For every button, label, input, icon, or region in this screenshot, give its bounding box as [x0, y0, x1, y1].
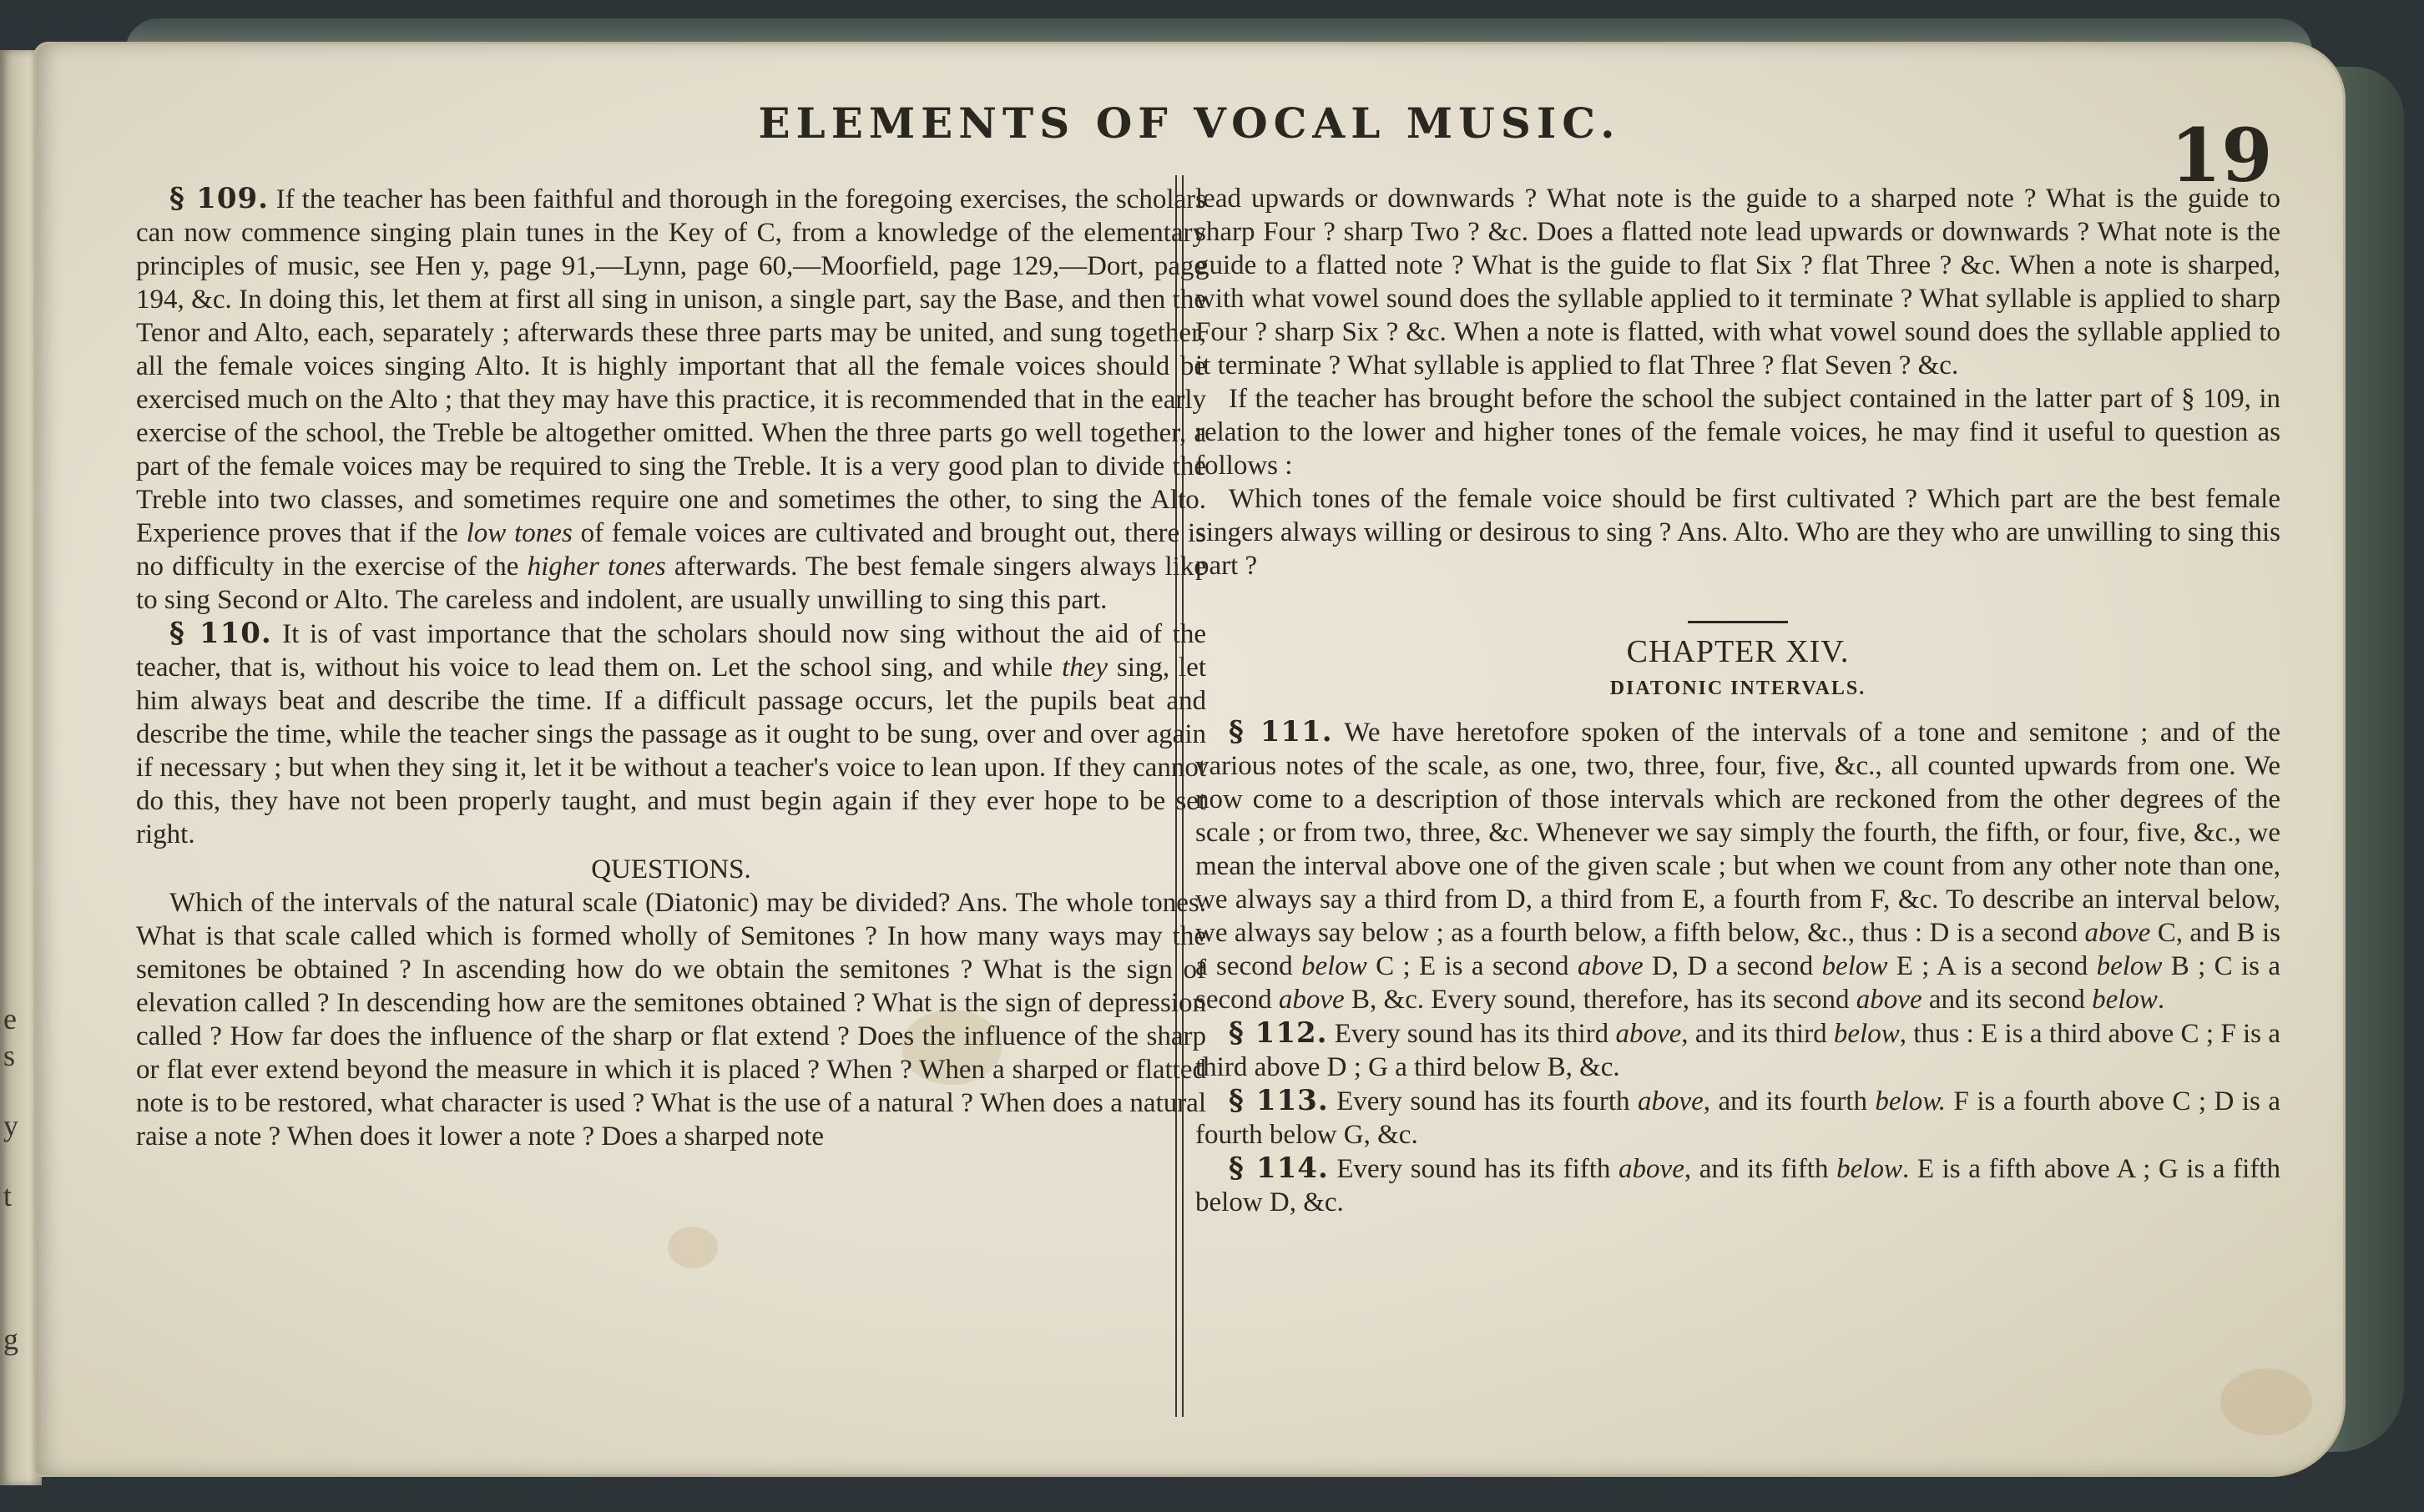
questions-continued: lead upwards or downwards ? What note is the guide to a sharped note ? What is the guide to sharp Four ? sharp Two ? &c. Does a flatted note lead upwards or downwards ? What note is the guide to a flatted note ? What is the guide to flat Six ? flat Three ? &c. When a note is sharped, with what vowel sound does the syllable applied to it terminate ? What syllable is applied to sharp Four ? sharp Six ? &c. When a note is flatted, with what vowel sound does the syllable applied to it terminate ? What syllable is applied to flat Three ? flat Seven ? &c. — [1195, 184, 2280, 381]
section-number: § 112. — [1229, 1016, 1328, 1050]
page-number: 19 — [2170, 112, 2273, 199]
chapter-title: CHAPTER XIV. — [1626, 634, 1850, 669]
paragraph-109: § 109. If the teacher has been faithful and thorough in the foregoing exercises, the scholars can now commence singing plain tunes in the Key of C, from a knowledge of the elementary principles of music, see Hen y, page 91,—Lynn, page 60,—Moorfield, page 129,—Dort, page 194, &c. In doing this, let them at first all sing in unison, a single part, say the Base, and then the Tenor and Alto, each, separately ; afterwards these three parts may be united, and sung together, all the female voices singing Alto. It is highly important that all the female voices should be exercised much on the Alto ; that they may have this practice, it is recommended that in the early exercise of the school, the Treble be altogether omitted. When the three parts go well together, a part of the female voices may be required to sing the Treble. It is a very good plan to divide the Treble into two classes, and sometimes require one and sometimes the other, to sing the Alto. Experience proves that if the low tones of female voices are cultivated and brought out, there is no difficulty in the exercise of the higher tones afterwards. The best female singers always like to sing Second or Alto. The careless and indolent, are usually unwilling to sing this part. — [136, 182, 1206, 615]
paragraph: If the teacher has brought before the school the subject contained in the latter part of § 109, in relation to the lower and higher tones of the female voices, he may find it useful to question as follows : — [1195, 384, 2280, 481]
margin-fragment: y — [3, 1109, 18, 1142]
margin-fragment: e — [3, 1002, 17, 1036]
book-page — [33, 42, 2346, 1477]
section-number: § 114. — [1229, 1152, 1329, 1185]
chapter-subtitle: DIATONIC INTERVALS. — [1609, 678, 1866, 699]
section-number: § 109. — [169, 182, 269, 215]
section-number: § 113. — [1229, 1084, 1329, 1117]
chapter-rule — [1688, 621, 1788, 623]
questions-heading: QUESTIONS. — [591, 854, 751, 885]
paragraph: Which tones of the female voice should be first cultivated ? Which part are the best female singers always willing or desirous to sing ? Ans. Alto. Who are they who are unwilling to sing this part ? — [1195, 484, 2280, 581]
margin-fragment: s — [3, 1039, 16, 1072]
paragraph-114: § 114. Every sound has its fifth above, and its fifth below. E is a fifth above A ; G is a fifth below D, &c. — [1195, 1152, 2280, 1217]
paragraph-112: § 112. Every sound has its third above, and its third below, thus : E is a third above C ; F is a third above D ; G a third below B, &c. — [1195, 1016, 2280, 1082]
paragraph-110: § 110. It is of vast importance that the scholars should now sing without the aid of the teacher, that is, without his voice to lead them on. Let the school sing, and while they sing, let him always beat and describe the time. If a difficult passage occurs, let the pupils beat and describe the time, while the teacher sings the passage as it ought to be sung, over and over again if necessary ; but when they sing it, let it be without a teacher's voice to lean upon. If they cannot do this, they have not been properly taught, and must begin again if they ever hope to be set right. — [136, 617, 1207, 849]
section-number: § 111. — [1229, 715, 1333, 748]
section-number: § 110. — [169, 617, 272, 650]
margin-fragment: t — [3, 1179, 13, 1212]
right-column — [1195, 182, 2280, 1219]
paragraph-111: § 111. We have heretofore spoken of the intervals of a tone and semitone ; and of the various notes of the scale, as one, two, three, four, five, &c., all counted upwards from one. We now come to a description of those intervals which are reckoned from the other degrees of the scale ; or from two, three, &c. Whenever we say simply the fourth, the fifth, or four, five, &c., we mean the interval above one of the given scale ; but when we count from any other note than one, we always say a third from D, a third from E, a fourth from F, &c. To describe an interval below, we always say below ; as a fourth below, a fifth below, &c., thus : D is a second above C, and B is a second below C ; E is a second above D, D a second below E ; A is a second below B ; C is a second above B, &c. Every sound, therefore, has its second above and its second below. — [1195, 715, 2281, 1015]
left-column — [136, 182, 1206, 1153]
running-title: ELEMENTS OF VOCAL MUSIC. — [758, 98, 1621, 148]
questions-paragraph: Which of the intervals of the natural scale (Diatonic) may be divided? Ans. The whole tones. What is that scale called which is formed wholly of Semitones ? In how many ways may the semitones be obtained ? In ascending how do we obtain the semitones ? What is the sign of elevation called ? In descending how are the semitones obtained ? What is the sign of depression called ? How far does the influence of the sharp or flat extend ? Does the influence of the sharp or flat ever extend beyond the measure in which it is placed ? When ? When a sharped or flatted note is to be restored, what character is used ? What is the use of a natural ? When does a natural raise a note ? When does it lower a note ? Does a sharped note — [136, 888, 1206, 1152]
margin-fragment: g — [3, 1323, 18, 1356]
paragraph-113: § 113. Every sound has its fourth above, and its fourth below. F is a fourth above C ; D is a fourth below G, &c. — [1195, 1084, 2280, 1150]
